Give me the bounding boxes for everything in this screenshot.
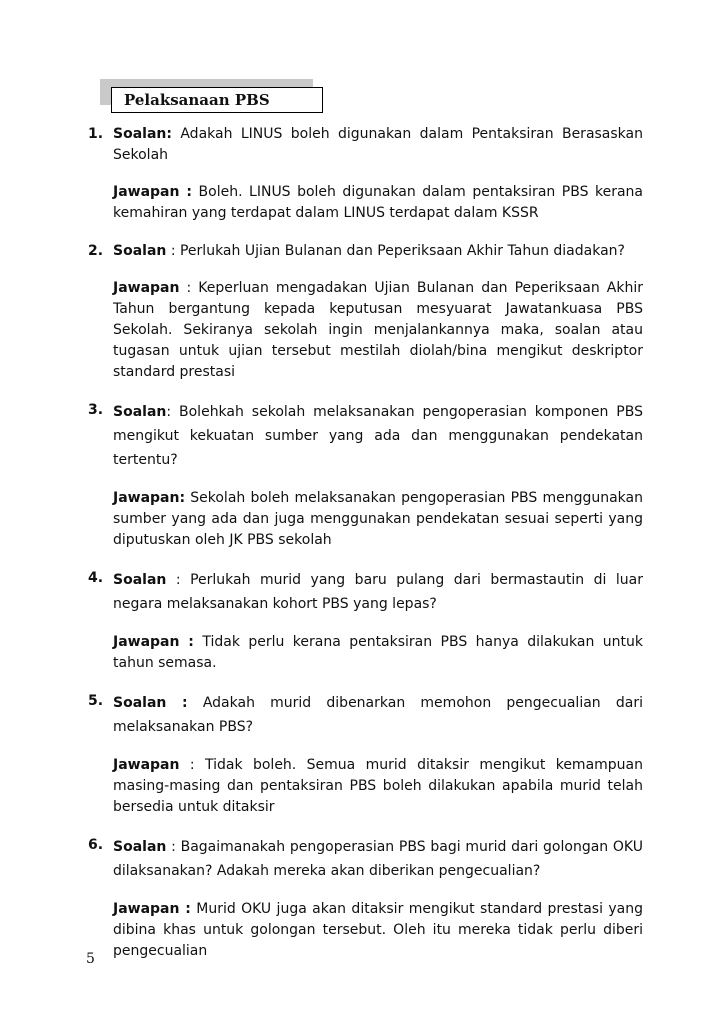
item-number: 2. xyxy=(88,243,104,259)
question-text: : Bagaimanakah pengoperasian PBS bagi murid dari golongan OKU dilaksanakan? Adakah mereka akan diberikan pengecualian? xyxy=(113,839,643,879)
qa-item-2 xyxy=(88,241,643,383)
question xyxy=(113,400,643,472)
question-label: Soalan xyxy=(113,243,167,259)
answer-label: Jawapan xyxy=(113,757,180,773)
section-title-frame xyxy=(100,79,325,115)
answer-label: Jawapan : xyxy=(113,901,191,917)
item-number: 5. xyxy=(88,693,104,709)
qa-item-6 xyxy=(88,835,643,962)
question-text: : Perlukah murid yang baru pulang dari bermastautin di luar negara melaksanakan kohort PBS yang lepas? xyxy=(113,572,643,612)
question-label: Soalan: xyxy=(113,126,172,142)
qa-item-3 xyxy=(88,400,643,551)
answer-label: Jawapan xyxy=(113,280,180,296)
answer-text: : Keperluan mengadakan Ujian Bulanan dan Peperiksaan Akhir Tahun bergantung kepada keputusan mesyuarat Jawatankuasa PBS Sekolah. Sekiranya sekolah ingin menjalankannya maka, soalan atau tugasan untuk ujian tersebut mestilah diolah/bina mengikut deskriptor standard prestasi xyxy=(113,280,643,380)
answer-label: Jawapan : xyxy=(113,634,194,650)
answer xyxy=(113,488,643,551)
question xyxy=(113,835,643,883)
answer-text: : Tidak boleh. Semua murid ditaksir mengikut kemampuan masing-masing dan pentaksiran PBS boleh dilakukan apabila murid telah bersedia untuk ditaksir xyxy=(113,757,643,815)
answer xyxy=(113,278,643,383)
item-number: 6. xyxy=(88,837,104,853)
question xyxy=(113,124,643,166)
item-number: 3. xyxy=(88,402,104,418)
question-label: Soalan xyxy=(113,404,167,420)
question xyxy=(113,568,643,616)
answer xyxy=(113,755,643,818)
question xyxy=(113,691,643,739)
item-number: 1. xyxy=(88,126,104,142)
section-title: Pelaksanaan PBS xyxy=(111,87,323,113)
answer-label: Jawapan: xyxy=(113,490,186,506)
qa-list xyxy=(88,120,643,962)
answer-text: Sekolah boleh melaksanakan pengoperasian PBS menggunakan sumber yang ada dan juga menggunakan pendekatan sesuai seperti yang diputuskan oleh JK PBS sekolah xyxy=(113,490,643,548)
qa-item-1 xyxy=(88,124,643,224)
answer xyxy=(113,632,643,674)
answer xyxy=(113,899,643,962)
answer-text: Boleh. LINUS boleh digunakan dalam pentaksiran PBS kerana kemahiran yang terdapat dalam LINUS terdapat dalam KSSR xyxy=(113,184,643,221)
item-number: 4. xyxy=(88,570,104,586)
question-text: : Bolehkah sekolah melaksanakan pengoperasian komponen PBS mengikut kekuatan sumber yang ada dan menggunakan pendekatan tertentu? xyxy=(113,404,643,468)
qa-item-5 xyxy=(88,691,643,818)
page-number: 5 xyxy=(86,951,95,967)
question-label: Soalan xyxy=(113,572,167,588)
answer xyxy=(113,182,643,224)
answer-text: Tidak perlu kerana pentaksiran PBS hanya dilakukan untuk tahun semasa. xyxy=(113,634,643,671)
answer-text: Murid OKU juga akan ditaksir mengikut standard prestasi yang dibina khas untuk golongan tersebut. Oleh itu mereka tidak perlu diberi pengecualian xyxy=(113,901,643,959)
question-label: Soalan xyxy=(113,839,167,855)
question-text: : Perlukah Ujian Bulanan dan Peperiksaan Akhir Tahun diadakan? xyxy=(166,243,625,259)
qa-item-4 xyxy=(88,568,643,674)
answer-label: Jawapan : xyxy=(113,184,193,200)
question-label: Soalan : xyxy=(113,695,188,711)
question-text: Adakah LINUS boleh digunakan dalam Pentaksiran Berasaskan Sekolah xyxy=(113,126,643,163)
question xyxy=(113,241,643,262)
question-text: Adakah murid dibenarkan memohon pengecualian dari melaksanakan PBS? xyxy=(113,695,643,735)
